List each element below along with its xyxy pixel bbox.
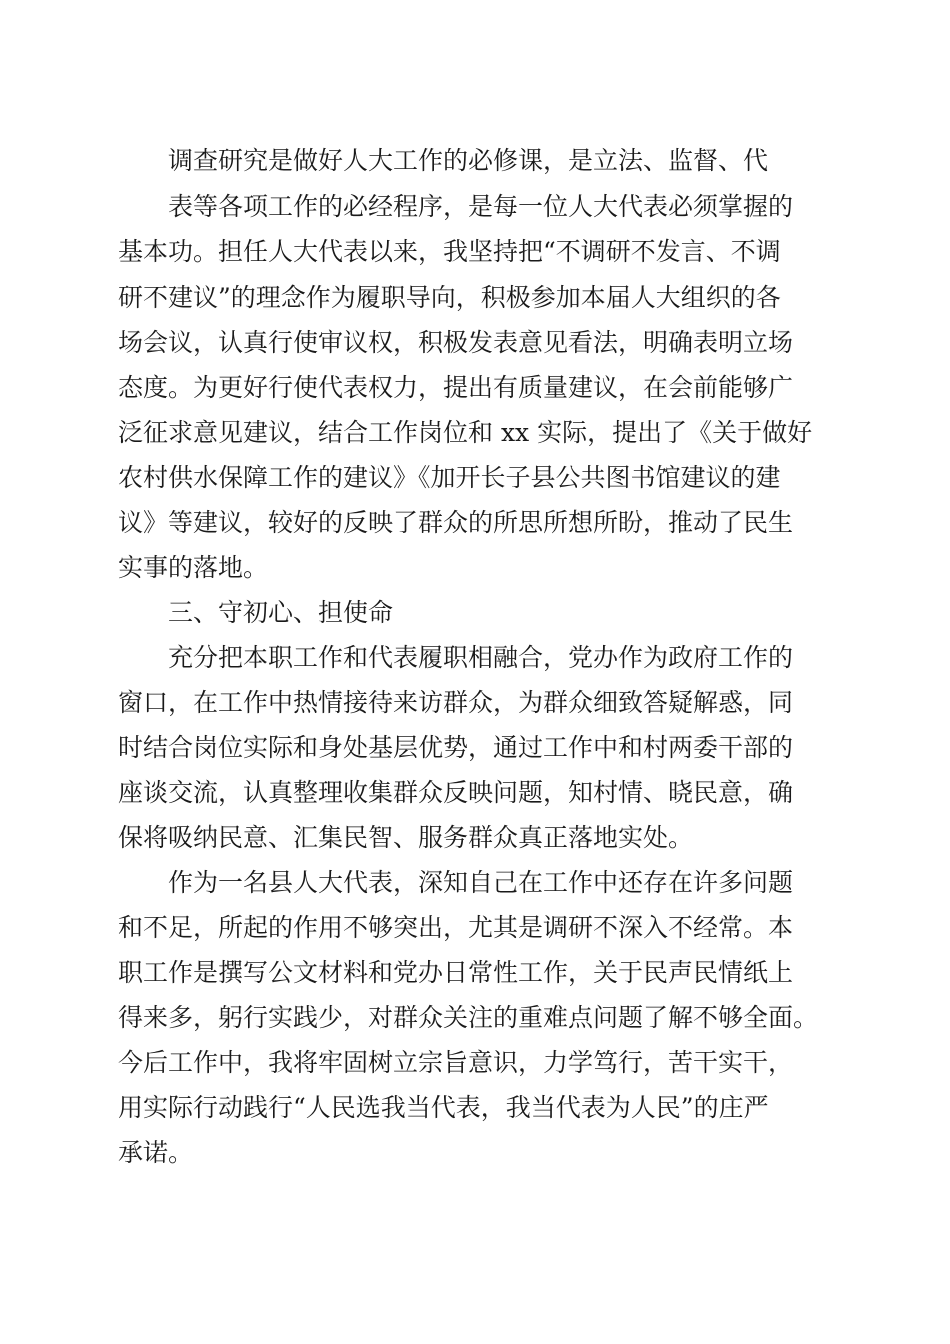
para3-line-2: 和不足，所起的作用不够突出，尤其是调研不深入不经常。本	[118, 913, 794, 942]
para2-line-5: 保将吸纳民意、汇集民智、服务群众真正落地实处。	[118, 823, 694, 852]
para1-line-1: 调查研究是做好人大工作的必修课，是立法、监督、代	[168, 146, 769, 175]
para3-line-5: 今后工作中，我将牢固树立宗旨意识，力学笃行，苦干实干，	[118, 1048, 794, 1077]
para3-line-7: 承诺。	[118, 1138, 194, 1167]
para1-line-6: 态度。为更好行使代表权力，提出有质量建议，在会前能够广	[118, 373, 794, 402]
para3-line-6: 用实际行动践行“人民选我当代表，我当代表为人民”的庄严	[118, 1093, 769, 1122]
section-heading: 三、守初心、担使命	[168, 598, 394, 627]
para1-line-4: 研不建议”的理念作为履职导向，积极参加本届人大组织的各	[118, 283, 781, 312]
para1-line-2: 表等各项工作的必经程序，是每一位人大代表必须掌握的	[168, 192, 794, 221]
para1-line-9: 议》等建议，较好的反映了群众的所思所想所盼，推动了民生	[118, 508, 794, 537]
para2-line-1: 充分把本职工作和代表履职相融合，党办作为政府工作的	[168, 643, 794, 672]
para2-line-3: 时结合岗位实际和身处基层优势，通过工作中和村两委干部的	[118, 733, 794, 762]
para1-line-3: 基本功。担任人大代表以来，我坚持把“不调研不发言、不调	[118, 237, 781, 266]
para2-line-2: 窗口，在工作中热情接待来访群众，为群众细致答疑解惑，同	[118, 688, 794, 717]
para1-line-8: 农村供水保障工作的建议》《加开长子县公共图书馆建议的建	[118, 463, 781, 492]
para1-line-10: 实事的落地。	[118, 553, 269, 582]
para2-line-4: 座谈交流，认真整理收集群众反映问题，知村情、晓民意，确	[118, 778, 794, 807]
para3-line-4: 得来多，躬行实践少，对群众关注的重难点问题了解不够全面。	[118, 1003, 819, 1032]
para3-line-1: 作为一名县人大代表，深知自己在工作中还存在许多问题	[168, 868, 794, 897]
para1-line-7: 泛征求意见建议，结合工作岗位和 xx 实际，提出了《关于做好	[118, 418, 813, 447]
para1-line-5: 场会议，认真行使审议权，积极发表意见看法，明确表明立场	[118, 328, 794, 357]
para3-line-3: 职工作是撰写公文材料和党办日常性工作，关于民声民情纸上	[118, 958, 794, 987]
